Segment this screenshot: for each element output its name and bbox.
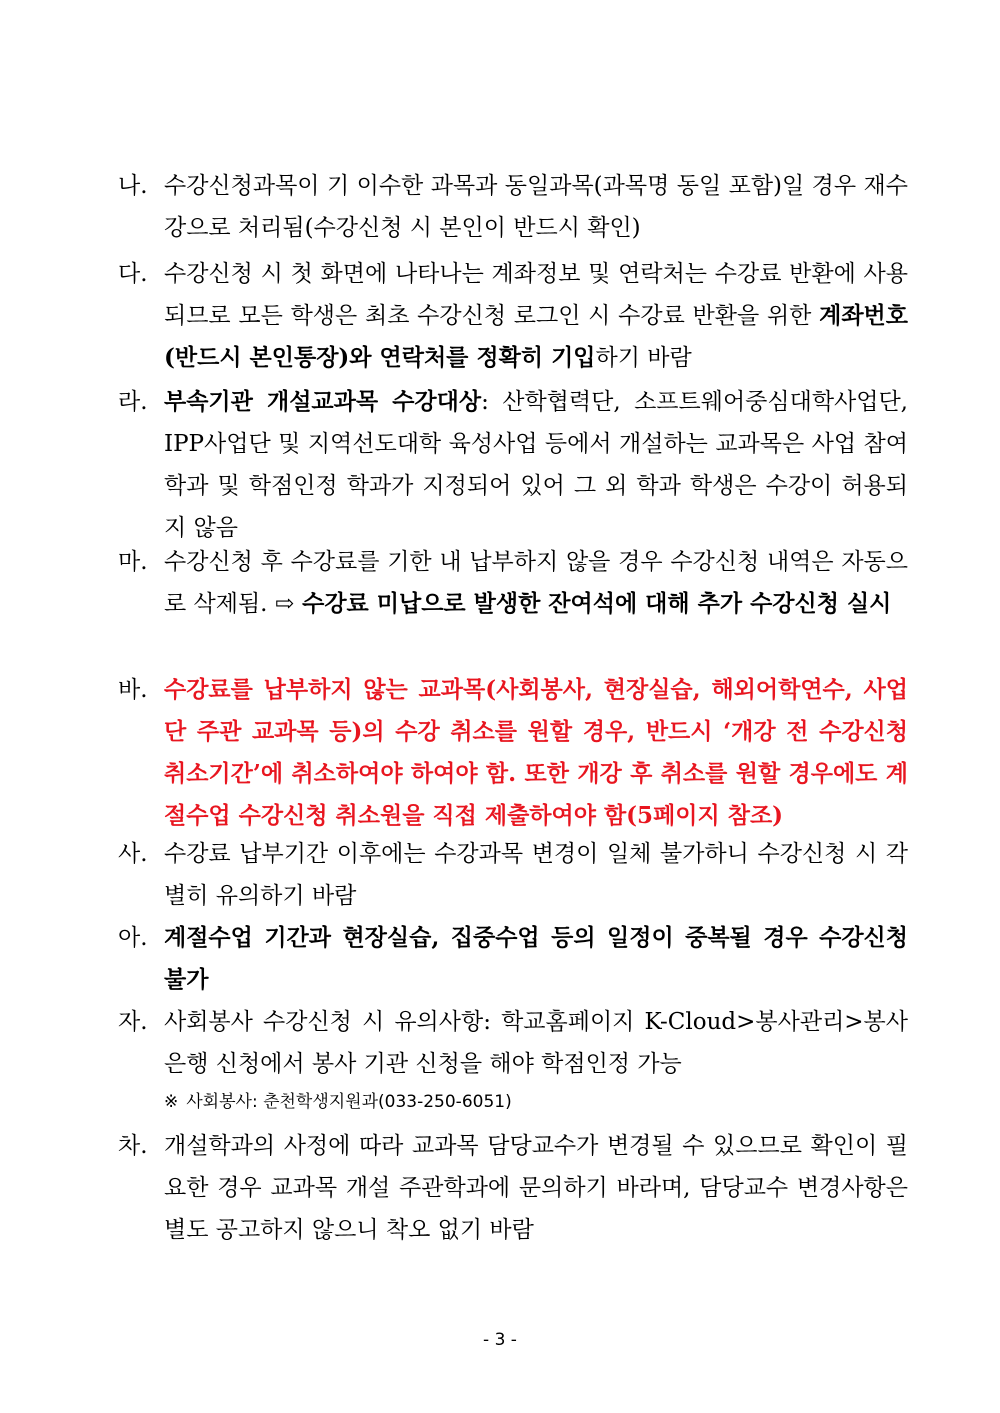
note-text: 사회봉사: 춘천학생지원과(033-250-6051) <box>186 1092 512 1112</box>
item-marker: 사. <box>118 841 148 867</box>
red-warning-text: 수강료를 납부하지 않는 교과목(사회봉사, 현장실습, 해외어학연수, 사업단 주관 교과목 등)의 수강 취소를 원할 경우, 반드시 ‘개강 전 수강신청 취소기간’에 취소하여야 하여야 함. 또한 개강 후 취소를 원할 경우에도 계절수업 수강신청 취소원을 직접 제출하여야 함(5페이지 참조) <box>164 676 908 829</box>
item-sa <box>118 833 908 917</box>
item-marker: 마. <box>118 549 148 575</box>
item-text: 사회봉사 수강신청 시 유의사항: 학교홈페이지 K-Cloud>봉사관리>봉사은행 신청에서 봉사 기관 신청을 해야 학점인정 가능 <box>164 1009 908 1077</box>
item-marker: 라. <box>118 389 148 415</box>
bold-emphasis: 부속기관 개설교과목 수강대상 <box>164 388 482 415</box>
page-number: - 3 - <box>483 1330 517 1350</box>
item-text: 수강료 납부기간 이후에는 수강과목 변경이 일체 불가하니 수강신청 시 각별히 유의하기 바람 <box>164 841 908 909</box>
reference-mark-icon: ※ <box>164 1092 179 1112</box>
item-ma <box>118 541 908 625</box>
bold-emphasis: 수강료 미납으로 발생한 잔여석에 대해 추가 수강신청 실시 <box>294 590 892 617</box>
item-marker: 다. <box>118 261 148 287</box>
contact-note <box>164 1089 512 1115</box>
item-ra <box>118 381 908 549</box>
item-text: 수강신청과목이 기 이수한 과목과 동일과목(과목명 동일 포함)일 경우 재수강으로 처리됨(수강신청 시 본인이 반드시 확인) <box>164 173 908 241</box>
item-marker: 나. <box>118 173 148 199</box>
arrow-icon: ⇨ <box>274 591 295 617</box>
item-na <box>118 165 908 249</box>
item-text: 부속기관 개설교과목 수강대상: 산학협력단, 소프트웨어중심대학사업단, IPP사업단 및 지역선도대학 육성사업 등에서 개설하는 교과목은 사업 참여 학과 및 학점인정 학과가 지정되어 있어 그 외 학과 학생은 수강이 허용되지 않음 <box>164 388 908 541</box>
item-text: 수강신청 시 첫 화면에 나타나는 계좌정보 및 연락처는 수강료 반환에 사용되므로 모든 학생은 최초 수강신청 로그인 시 수강료 반환을 위한 계좌번호(반드시 본인통장)와 연락처를 정확히 기입하기 바람 <box>164 261 908 371</box>
item-text: 개설학과의 사정에 따라 교과목 담당교수가 변경될 수 있으므로 확인이 필요한 경우 교과목 개설 주관학과에 문의하기 바라며, 담당교수 변경사항은 별도 공고하지 않으니 착오 없기 바람 <box>164 1133 908 1243</box>
item-da <box>118 253 908 379</box>
bold-emphasis: 계절수업 기간과 현장실습, 집중수업 등의 일정이 중복될 경우 수강신청 불가 <box>164 924 908 993</box>
item-text: 수강신청 후 수강료를 기한 내 납부하지 않을 경우 수강신청 내역은 자동으로 삭제됨. ⇨ 수강료 미납으로 발생한 잔여석에 대해 추가 수강신청 실시 <box>164 549 908 617</box>
item-marker: 바. <box>118 677 148 703</box>
item-marker: 자. <box>118 1009 148 1035</box>
item-marker: 차. <box>118 1133 148 1159</box>
item-a <box>118 917 908 1001</box>
item-marker: 아. <box>118 925 148 951</box>
item-cha <box>118 1125 908 1251</box>
item-ba <box>118 669 908 837</box>
item-ja <box>118 1001 908 1085</box>
bold-emphasis: 계좌번호(반드시 본인통장)와 연락처를 정확히 기입 <box>164 302 908 371</box>
